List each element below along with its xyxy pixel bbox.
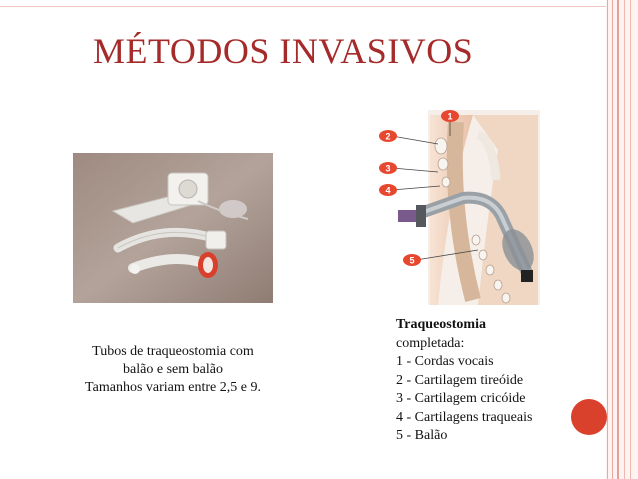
marker-2: 2 [385,131,391,142]
marker-4: 4 [385,185,391,196]
marker-1: 1 [447,111,453,122]
legend-line: 2 - Cartilagem tireóide [396,372,524,388]
marker-3: 3 [385,163,391,174]
tracheostomy-diagram [378,110,540,305]
legend-line: 5 - Balão [396,428,448,443]
top-border-line [0,6,606,7]
edge-stripe [607,0,608,479]
edge-stripe [624,0,625,479]
edge-band [606,0,638,479]
caption-line: Tamanhos variam entre 2,5 e 9. [85,380,261,395]
legend-line: 1 - Cordas vocais [396,354,494,369]
tracheostomy-tubes-photo [73,153,273,303]
marker-5: 5 [409,255,415,266]
edge-stripe [617,0,619,479]
tubes-caption [62,343,284,397]
decorative-circle [571,399,607,435]
legend-line: 4 - Cartilagens traqueais [396,409,533,425]
caption-line: balão e sem balão [123,362,223,377]
diagram-legend [396,316,596,446]
edge-stripe [630,0,631,479]
edge-stripe [612,0,613,479]
caption-line: Tubos de traqueostomia com [92,344,254,359]
legend-heading: Traqueostomia [396,317,486,332]
legend-line: completada: [396,335,465,351]
slide-title: MÉTODOS INVASIVOS [93,31,474,71]
legend-line: 3 - Cartilagem cricóide [396,391,526,406]
